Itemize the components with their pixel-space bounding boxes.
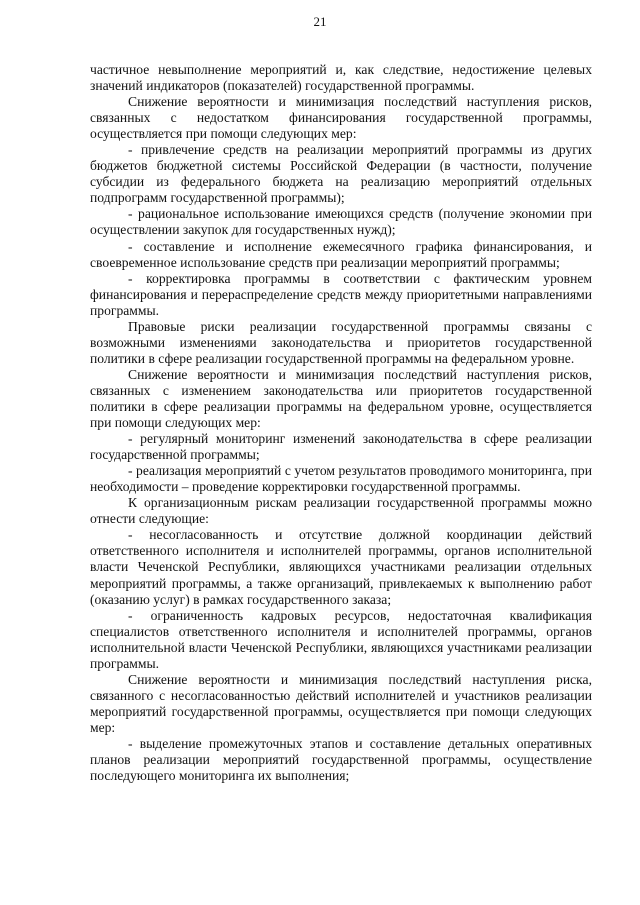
- list-item: - реализация мероприятий с учетом результатов проводимого мониторинга, при необходимости – проведение корректировки государственной программы.: [90, 463, 592, 495]
- paragraph: Снижение вероятности и минимизация последствий наступления рисков, связанных с недостатком финансирования государственной программы, осуществляется при помощи следующих мер:: [90, 94, 592, 142]
- paragraph: частичное невыполнение мероприятий и, как следствие, недостижение целевых значений индикаторов (показателей) государственной программы.: [90, 62, 592, 94]
- list-item: - несогласованность и отсутствие должной координации действий ответственного исполнителя и исполнителей программы, органов исполнительной власти Чеченской Республики, являющихся участниками реализации отдельных мероприятий программы, а также организаций, привлекаемых к выполнению работ (оказанию услуг) в рамках государственного заказа;: [90, 527, 592, 607]
- paragraph: Снижение вероятности и минимизация последствий наступления рисков, связанных с изменением законодательства или приоритетов государственной политики в сфере реализации программы на федеральном уровне, осуществляется при помощи следующих мер:: [90, 366, 592, 431]
- list-item: - составление и исполнение ежемесячного графика финансирования, и своевременное использование средств при реализации мероприятий программы;: [90, 238, 592, 270]
- paragraph: Снижение вероятности и минимизация последствий наступления риска, связанного с несогласованностью действий исполнителей и участников реализации мероприятий государственной программы, осуществляется при помощи следующих мер:: [90, 671, 592, 735]
- list-item: - рациональное использование имеющихся средств (получение экономии при осуществлении закупок для государственных нужд);: [90, 206, 592, 238]
- document-body: [90, 62, 592, 784]
- paragraph: К организационным рискам реализации государственной программы можно отнести следующие:: [90, 495, 592, 527]
- list-item: - ограниченность кадровых ресурсов, недостаточная квалификация специалистов ответственного исполнителя и исполнителей программы, органов исполнительной власти Чеченской Республики, являющихся участниками реализации программы.: [90, 607, 592, 671]
- paragraph: Правовые риски реализации государственной программы связаны с возможными изменениями законодательства и приоритетов государственной политики в сфере реализации государственной программы на федеральном уровне.: [90, 318, 592, 366]
- list-item: - выделение промежуточных этапов и составление детальных оперативных планов реализации мероприятий государственной программы, осуществление последующего мониторинга их выполнения;: [90, 735, 592, 784]
- page-number: 21: [313, 14, 327, 29]
- list-item: - корректировка программы в соответствии с фактическим уровнем финансирования и перераспределение средств между приоритетными направлениями программы.: [90, 270, 592, 318]
- list-item: - регулярный мониторинг изменений законодательства в сфере реализации государственной программы;: [90, 431, 592, 463]
- list-item: - привлечение средств на реализации мероприятий программы из других бюджетов бюджетной системы Российской Федерации (в частности, получение субсидии из федерального бюджета на реализацию мероприятий отдельных подпрограмм государственной программы);: [90, 142, 592, 206]
